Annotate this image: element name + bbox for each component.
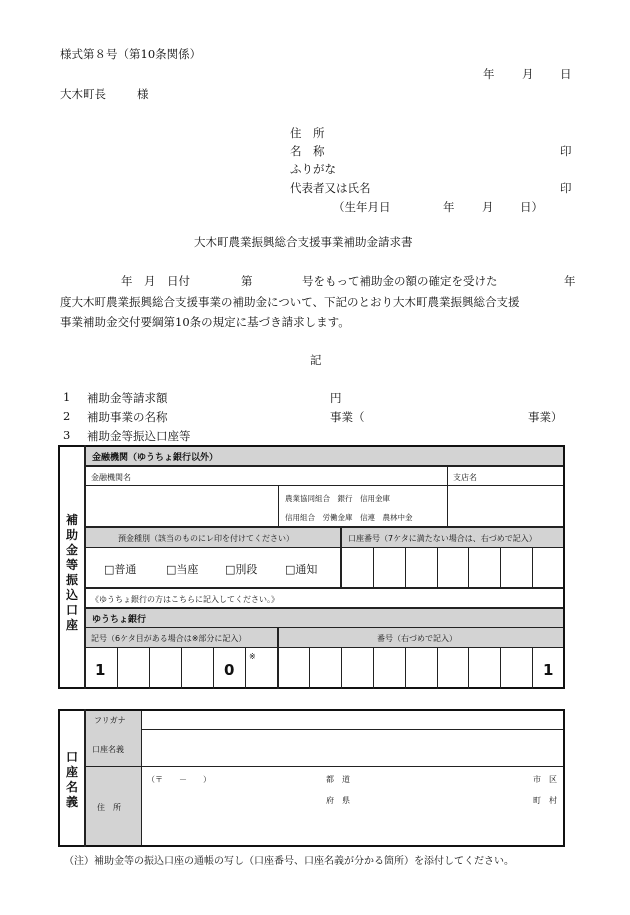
document-title: 大木町農業振興総合支援事業補助金請求書 (194, 235, 413, 249)
item-value: 円 (330, 391, 342, 405)
holder-postal: （〒 － ） (147, 775, 211, 784)
footnote: （注）補助金等の振込口座の通帳の写し（口座番号、口座名義が分かる箇所）を添付してください。 (64, 856, 514, 867)
body-date: 年 月 日付 (121, 274, 190, 288)
body-confirmed: 号をもって補助金の額の確定を受けた (302, 274, 498, 288)
holder-name-label: 口座名義 (92, 745, 124, 754)
bank-name-label: 金融機関名 (91, 473, 131, 482)
birth-close: 日） (520, 200, 543, 214)
holder-furigana-label: フリガナ (94, 716, 126, 725)
applicant-rep-label: 代表者又は氏名 (290, 181, 371, 195)
body-year: 年 (564, 274, 576, 288)
body-line-2: 度大木町農業振興総合支援事業の補助金について、下記のとおり大木町農業振興総合支援 (60, 295, 520, 309)
bank-types-row-1: 農業協同組合 銀行 信用金庫 (285, 494, 390, 503)
holder-shiku: 市 区 (533, 775, 557, 784)
account-number-label: 口座番号（7ケタに満たない場合は、右づめで記入） (348, 534, 537, 543)
yucho-number-label: 番号（右づめで記入） (377, 634, 457, 643)
yucho-header: ゆうちょ銀行 (92, 615, 147, 625)
item-label: 補助金等振込口座等 (87, 429, 191, 443)
holder-side-label: 口 座 名 義 (65, 750, 78, 809)
holder-fuken: 府 県 (326, 796, 350, 805)
applicant-furigana-label: ふりがな (290, 162, 336, 176)
item-label: 補助金等請求額 (87, 391, 168, 405)
yucho-note: 《ゆうちょ銀行の方はこちらに記入してください。》 (91, 595, 279, 604)
item-number: 2 (63, 409, 71, 423)
bank-header: 金融機関（ゆうちょ銀行以外） (92, 453, 219, 463)
applicant-address-label: 住 所 (290, 126, 325, 140)
date-year-label: 年 (483, 67, 495, 81)
bank-side-label: 補 助 金 等 振 込 口 座 (65, 513, 78, 632)
birth-open: （生年月日 (333, 200, 391, 214)
branch-label: 支店名 (453, 473, 477, 482)
birth-year: 年 (443, 200, 455, 214)
yucho-symbol-mark: ※ (249, 652, 256, 661)
deposit-type-checkbox[interactable]: □通知 (285, 563, 318, 576)
deposit-type-checkbox[interactable]: □普通 (104, 563, 137, 576)
yucho-symbol-digit: 1 (95, 661, 106, 679)
yucho-number-digit: 1 (543, 661, 554, 679)
holder-todo: 都 道 (326, 775, 350, 784)
holder-address-label: 住 所 (97, 803, 121, 812)
addressee: 大木町長 (60, 87, 106, 101)
body-dai: 第 (241, 274, 253, 288)
deposit-type-checkbox[interactable]: □当座 (166, 563, 199, 576)
seal-mark: 印 (560, 181, 572, 195)
seal-mark: 印 (560, 144, 572, 158)
item-value-end: 事業） (528, 410, 563, 424)
date-day-label: 日 (560, 67, 572, 81)
addressee-honorific: 様 (137, 87, 149, 101)
item-value: 事業（ (330, 410, 365, 424)
item-label: 補助事業の名称 (87, 410, 168, 424)
date-month-label: 月 (522, 67, 534, 81)
yucho-symbol-label: 記号（6ケタ目がある場合は※部分に記入） (91, 634, 247, 643)
ki-heading: 記 (310, 353, 322, 367)
deposit-type-checkbox[interactable]: □別段 (225, 563, 258, 576)
deposit-type-label: 預金種別（該当のものにレ印を付けてください） (118, 534, 294, 543)
item-number: 1 (63, 390, 71, 404)
holder-choson: 町 村 (533, 796, 557, 805)
body-line-3: 事業補助金交付要綱第10条の規定に基づき請求します。 (60, 315, 350, 329)
applicant-name-label: 名 称 (290, 144, 325, 158)
birth-month: 月 (482, 200, 494, 214)
form-number: 様式第８号（第10条関係） (60, 47, 202, 61)
bank-types-row-2: 信用組合 労働金庫 信連 農林中金 (285, 513, 413, 522)
yucho-symbol-digit: 0 (224, 661, 235, 679)
item-number: 3 (63, 428, 71, 442)
